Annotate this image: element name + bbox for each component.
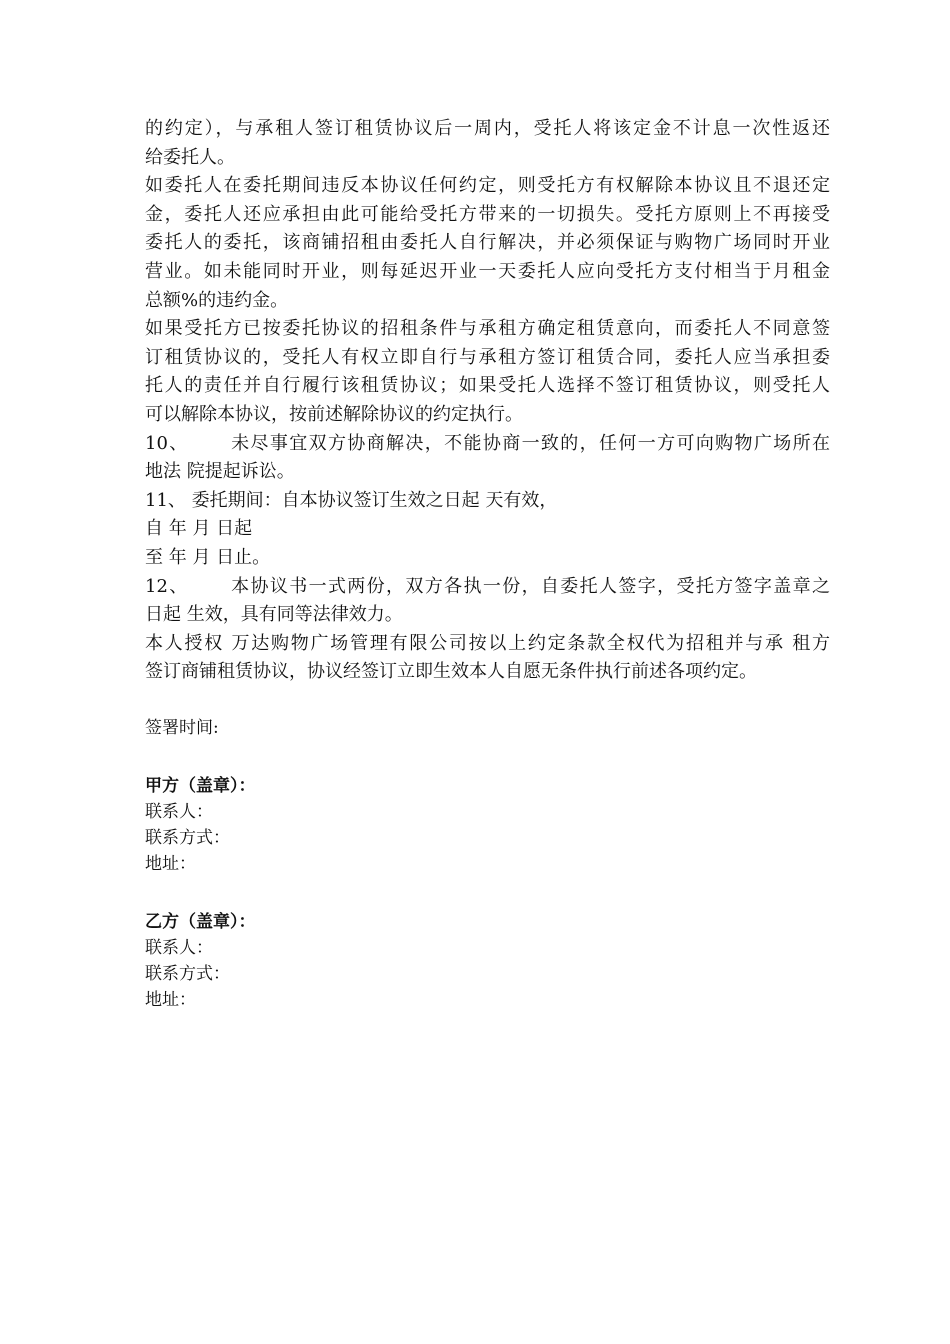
end-date-line: 至 年 月 日止。 <box>145 546 271 568</box>
body-line: 如委托人在委托期间违反本协议任何约定，则受托方有权解除本协议且不退还定 <box>145 175 830 197</box>
body-line: 可以解除本协议，按前述解除协议的约定执行。 <box>145 403 523 425</box>
clause-11: 11、 委托期间：自本协议签订生效之日起 天有效， <box>145 489 558 511</box>
clause-10: 10、 未尽事宜双方协商解决，不能协商一致的，任何一方可向购物广场所在 <box>145 432 830 454</box>
start-date-line: 自 年 月 日起 <box>145 518 253 540</box>
party-b-block <box>145 909 830 1013</box>
party-b-address-label: 地址： <box>145 989 196 1010</box>
body-line: 签订商铺租赁协议，协议经签订立即生效本人自愿无条件执行前述各项约定。 <box>145 661 757 683</box>
body-line: 给委托人。 <box>145 146 235 168</box>
party-a-phone-label: 联系方式： <box>145 827 230 848</box>
party-b-contact-label: 联系人： <box>145 937 213 958</box>
body-line: 如果受托方已按委托协议的招租条件与承租方确定租赁意向，而委托人不同意签 <box>145 318 830 340</box>
party-a-title: 甲方（盖章）： <box>145 775 256 796</box>
body-line: 金，委托人还应承担由此可能给受托方带来的一切损失。受托方原则上不再接受 <box>145 203 830 225</box>
body-line: 总额%的违约金。 <box>145 289 289 311</box>
body-line: 托人的责任并自行履行该租赁协议；如果受托人选择不签订租赁协议，则受托人 <box>145 375 830 397</box>
body-line: 日起 生效，具有同等法律效力。 <box>145 604 403 626</box>
clause-12: 12、 本协议书一式两份，双方各执一份，自委托人签字，受托方签字盖章之 <box>145 575 830 597</box>
party-b-title: 乙方（盖章）： <box>145 911 256 932</box>
body-line: 委托人的委托，该商铺招租由委托人自行解决，并必须保证与购物广场同时开业 <box>145 232 830 254</box>
body-line: 营业。如未能同时开业，则每延迟开业一天委托人应向受托方支付相当于月租金 <box>145 260 830 282</box>
document-page <box>145 115 830 1013</box>
agreement-body <box>145 115 830 687</box>
party-a-address-label: 地址： <box>145 853 196 874</box>
body-line: 订租赁协议的，受托人有权立即自行与承租方签订租赁合同，委托人应当承担委 <box>145 346 830 368</box>
body-line: 的约定），与承租人签订租赁协议后一周内，受托人将该定金不计息一次性返还 <box>145 118 830 139</box>
party-a-block <box>145 773 830 877</box>
authorization-line: 本人授权 万达购物广场管理有限公司按以上约定条款全权代为招租并与承 租方 <box>145 632 830 654</box>
party-a-contact-label: 联系人： <box>145 801 213 822</box>
body-line: 地法 院提起诉讼。 <box>145 461 295 483</box>
party-b-phone-label: 联系方式： <box>145 963 230 984</box>
sign-time-label: 签署时间: <box>145 717 219 738</box>
